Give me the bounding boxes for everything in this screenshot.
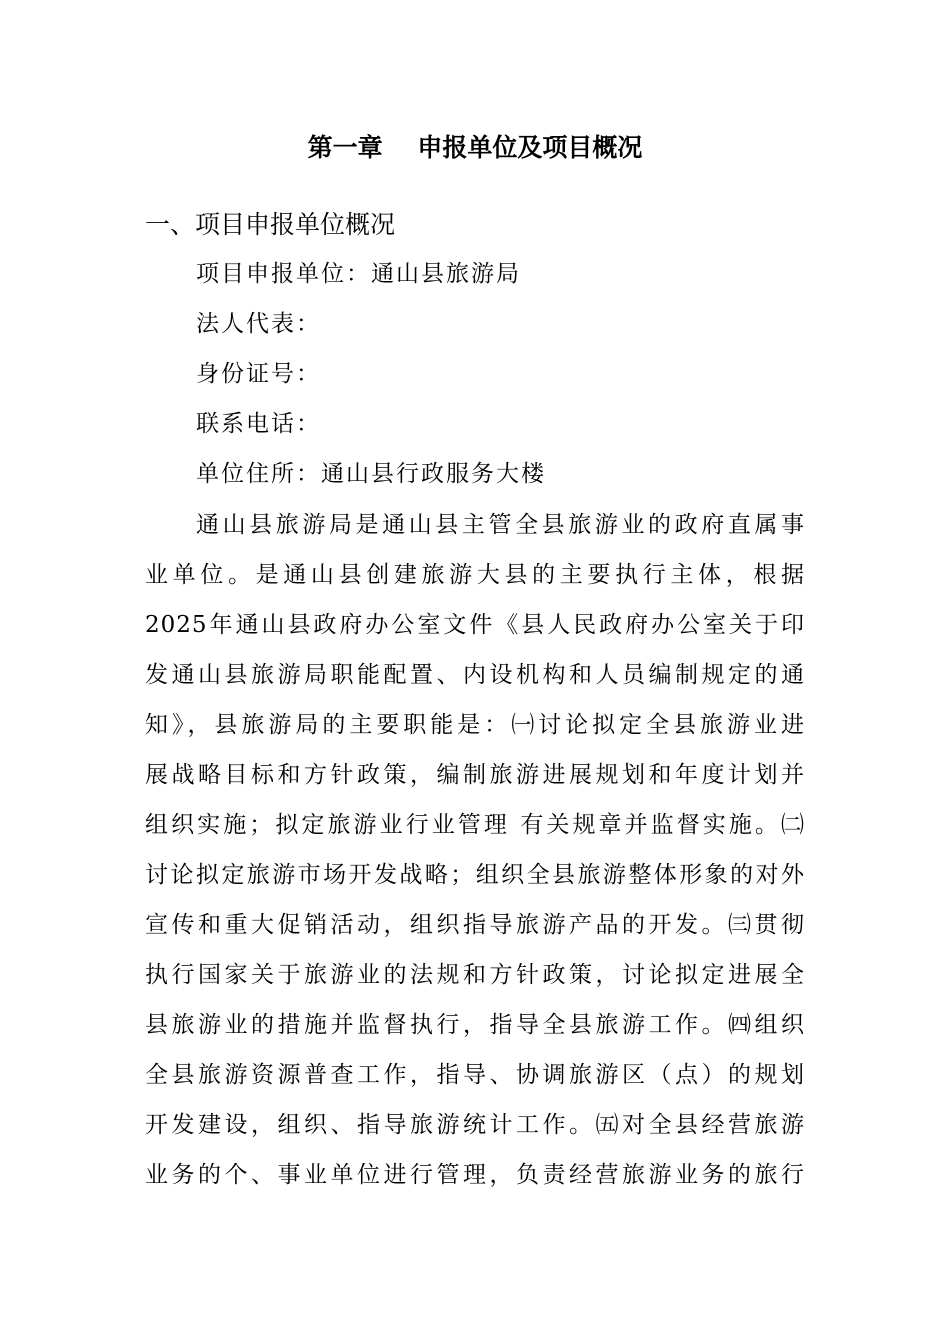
paragraph-line: 2025年通山县政府办公室文件《县人民政府办公室关于印 <box>145 612 805 638</box>
paragraph-line: 执行国家关于旅游业的法规和方针政策，讨论拟定进展全 <box>145 962 805 988</box>
info-applicant-unit: 项目申报单位：通山县旅游局 <box>196 261 521 287</box>
paragraph-line: 业务的个、事业单位进行管理，负责经营旅游业务的旅行 <box>145 1162 805 1188</box>
paragraph-line: 讨论拟定旅游市场开发战略；组织全县旅游整体形象的对外 <box>145 862 805 888</box>
paragraph-line: 发通山县旅游局职能配置、内设机构和人员编制规定的通 <box>145 662 805 688</box>
paragraph-line: 展战略目标和方针政策，编制旅游进展规划和年度计划并 <box>145 762 805 788</box>
paragraph-line: 县旅游业的措施并监督执行，指导全县旅游工作。㈣组织 <box>145 1012 805 1038</box>
paragraph-line: 全县旅游资源普查工作，指导、协调旅游区（点）的规划 <box>145 1062 805 1088</box>
chapter-title: 第一章 申报单位及项目概况 <box>307 133 643 162</box>
section-heading: 一、项目申报单位概况 <box>145 210 396 239</box>
paragraph-line: 通山县旅游局是通山县主管全县旅游业的政府直属事 <box>196 512 805 538</box>
paragraph-line: 开发建设，组织、指导旅游统计工作。㈤对全县经营旅游 <box>145 1112 805 1138</box>
info-unit-address: 单位住所：通山县行政服务大楼 <box>196 461 546 487</box>
paragraph-line: 组织实施；拟定旅游业行业管理 有关规章并监督实施。㈡ <box>145 812 805 838</box>
info-legal-representative: 法人代表： <box>196 311 321 337</box>
paragraph-line: 宣传和重大促销活动，组织指导旅游产品的开发。㈢贯彻 <box>145 912 805 938</box>
info-contact-phone: 联系电话： <box>196 411 321 437</box>
paragraph-line: 知》，县旅游局的主要职能是：㈠讨论拟定全县旅游业进 <box>145 712 805 738</box>
info-id-number: 身份证号： <box>196 361 321 387</box>
paragraph-line: 业单位。是通山县创建旅游大县的主要执行主体，根据 <box>145 562 805 588</box>
